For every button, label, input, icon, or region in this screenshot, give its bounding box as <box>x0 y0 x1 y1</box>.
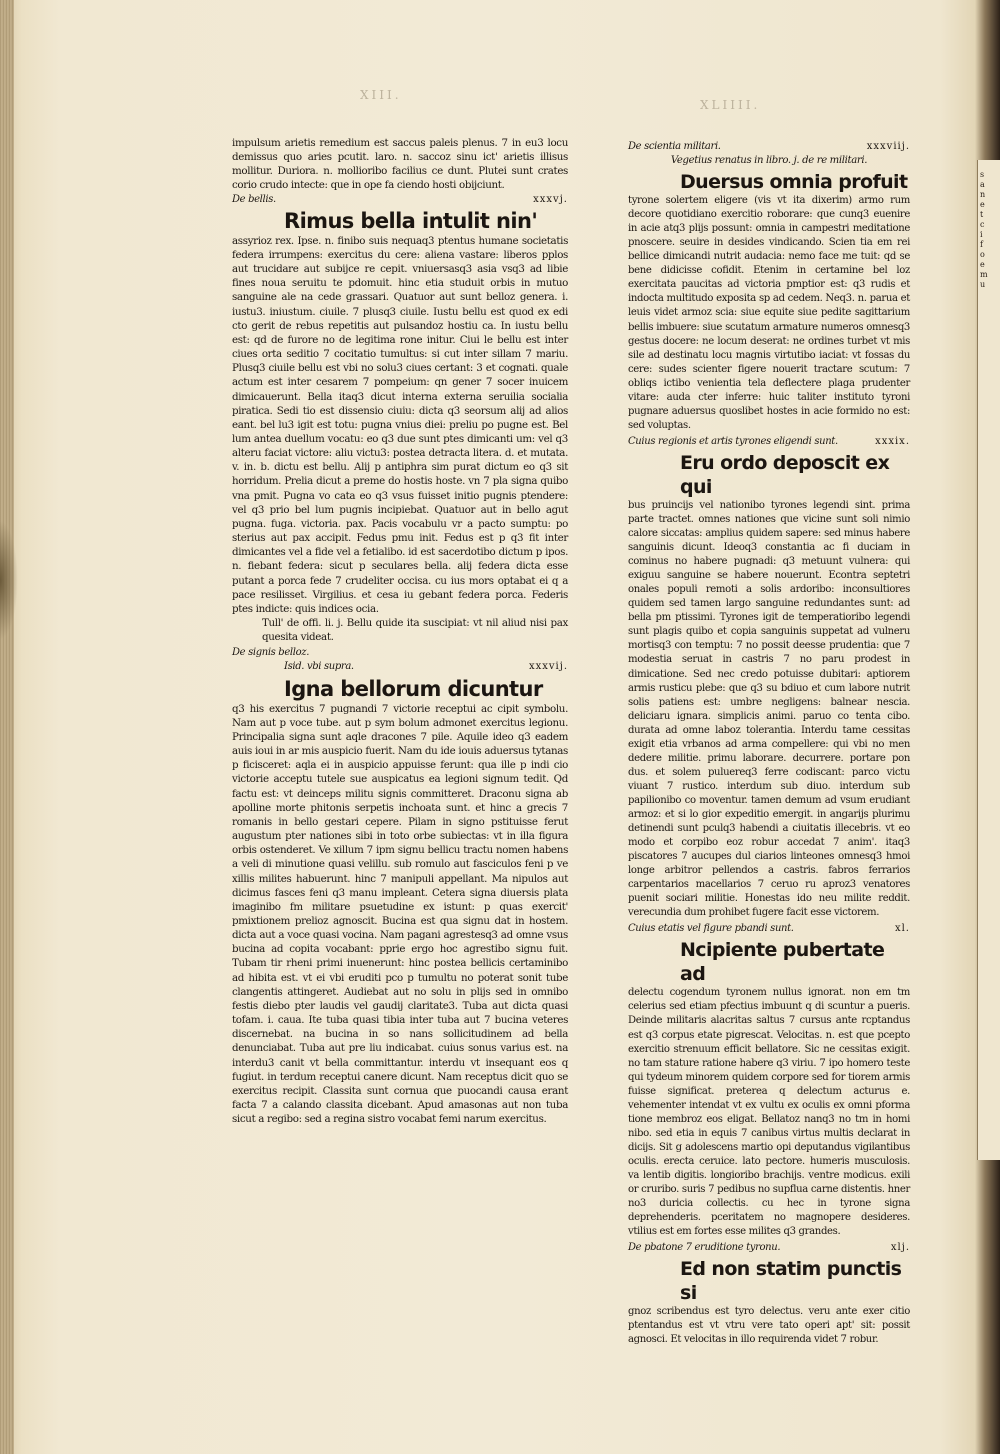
section-number: xl. <box>894 923 910 935</box>
edge-fragment: e <box>980 200 985 209</box>
section-number: xlj. <box>890 1242 910 1254</box>
section-heading: Igna bellorum dicuntur <box>284 676 543 701</box>
section-rubric <box>232 646 568 660</box>
intro-paragraph: impulsum arietis remedium est saccus paleis plenus. 7 in eu3 locu demissus quo aries pcutit. laro. n. saccoz sinu ict' arietis illisus mollitur. Duriora. n. mollioribo facilius ce dunt. Plutei sunt crates corio crudo intecte: que in ope fa ciendo hosti obijciunt. <box>232 137 568 192</box>
section-body: assyrioz rex. Ipse. n. finibo suis nequaq3 ptentus humane societatis federa irrumpens: exercitus du cere: aliena vastare: liberos pplos aut trucidare aut subijce re cepit. vniuersasq3 asia vsq3 ad libie fines noua seruitu te pdomuit. hinc etia studuit orbis in mutuo sanguine ale na cede grassari. Quatuor aut sunt belloz genera. i. iustu3. iniustum. ciuile. 7 plusq3 ciuile. Iustu bellu est quod ex edi cto gerit de rebus repetitis aut pulsandoz hostiu ca. In iustu bellu est: qd de furore no de legitima rone initur. Ciui le bellu est inter ciues orta seditio 7 cocitatio tumultus: si cut inter sillam 7 mariu. Plusq3 ciuile bellu est vbi no solu3 ciues certant: 3 et cognati. quale actum est inter cesarem 7 pompeium: qn gener 7 socer inuicem dimicauerunt. Bella itaq3 dicut interna externa seruilia socialia piratica. Sedi tio est dissensio ciuiu: dicta q3 seorsum alij ad alios eant. bel lu3 igit est totu: pugna vnius diei: preliu po pugne est. Bel lum antea duellum vocatu: eo q3 due sunt ptes dimicanti um: vel q3 alteru faciat victore: aliu victu3: postea detracta litera. d. et mutata. v. in. b. dictu est bellu. Alij p antiphra sim purat dictum eo q3 sit horridum. Prelia dicut a preme do hostis hoste. vn 7 pla signa quibo vna pmit. Pugna vo cata eo q3 vsus fuisset initio pugnis ptendere: vel q3 prio bel lum pugnis incipiebat. Quatuor aut in bello agut pugna. fuga. victoria. pax. Pacis vocabulu vr a pacto sumptu: po sterius aut pax accipit. Fedus pmu init. Fedus est p q3 fit inter dimicantes vel a fide vel a fetialibo. id est sacerdotibo dictum p ipos. n. fiebant federa: sicut p seculares bella. alij federa dicta esse putant a porca fede 7 crudeliter occisa. cu ius mors optabat ei q a pace resilisset. Virgilius. et cesa iu gebant federa porca. Federis ptes indicte: quis indices ocia. <box>232 234 568 615</box>
section-body: tyrone solertem eligere (vis vt ita dixerim) armo rum decore quotidiano exercitio roborare: que cunq3 euenire in acie atq3 plijs possunt: omnia in campestri meditatione pnoscere. seuire in desides vindicando. Scien tia em rei bellice dimicandi nutrit audacia: nemo face me tuit: qd se bene didicisse cofidit. Etenim in certamine bel loz exercitata paucitas ad victoria pmptior est: q3 rudis et indocta multitudo exposita sp ad cedem. Neq3. n. parua et leuis videt armoz scia: siue equite siue pedite sagittarium bellis imbuere: siue scutatum armature numeros omnesq3 gestus docere: ne locum deserat: ne ordines turbet vt mis sile ad destinatu locu magnis virtutibo iaciat: vt fossas du cere: sudes scienter figere nouerit tractare scutum: 7 obliqs ictibo venientia tela deflectere plaga prudenter vitare: auda cter inferre: huic taliter instituto tyroni pugnare aduersus quoslibet hostes in acie formido no est: sed voluptas. <box>628 195 910 431</box>
section-body: gnoz scribendus est tyro delectus. veru ante exer citio ptentandus est vt vtru vere tato operi apt' sit: possit agnosci. Et velocitas in illo requirenda videt 7 robur. <box>628 1306 910 1346</box>
edge-fragment: a <box>980 180 985 189</box>
section-source: Isid. vbi supra. <box>284 661 354 673</box>
edge-fragment: s <box>980 170 985 179</box>
section-source: Vegetius renatus in libro. j. de re militari. <box>670 155 868 167</box>
facing-page-fragments <box>980 170 998 290</box>
right-column <box>628 140 910 1347</box>
section-number: xxxix. <box>875 435 910 447</box>
section-rubric <box>628 140 910 154</box>
edge-fragment: u <box>980 280 986 289</box>
section-title: De pbatone 7 eruditione tyronu. <box>628 1242 781 1254</box>
section-number: xxxvij. <box>528 661 568 673</box>
edge-fragment: i <box>980 230 983 239</box>
section-number: xxxvj. <box>533 193 568 205</box>
edge-fragment: f <box>980 240 983 249</box>
edge-fragment: n <box>980 190 986 199</box>
running-head-right: XLIIII. <box>700 98 761 112</box>
section-number: xxxviij. <box>866 141 910 152</box>
edge-fragment: e <box>980 260 985 269</box>
next-page-edge <box>977 160 1000 1160</box>
left-column <box>232 136 568 1126</box>
section-heading: Duersus omnia profuit <box>680 171 908 194</box>
section-subrubric-line <box>232 660 568 674</box>
section-title: De signis belloz. <box>232 647 310 659</box>
section-rubric <box>232 193 568 207</box>
section-heading: Ed non statim punctis si <box>680 1258 902 1305</box>
section-heading: Ncipiente pubertate ad <box>680 939 885 986</box>
running-head-left: XIII. <box>360 88 402 102</box>
edge-fragment: c <box>980 220 985 229</box>
section-body: q3 his exercitus 7 pugnandi 7 victorie receptui ac cipit symbolu. Nam aut p voce tube. aut p sym bolum admonet exercitus legionu. Principalia signa sunt aqle dracones 7 pile. Aquile ideo q3 eadem auis ioui in ar mis auspicio fuerit. Nam du ide iouis aduersus tytanas p ficisceret: aqla ei in auspicio appuisse ferunt: qua ille p indi cio victorie acceptu tutele sue auspicatus ea legioni signum tedit. Qd factu est: vt deinceps militu signis committeret. Draconu signa ab apolline morte phitonis serpetis inchoata sunt. et hinc a grecis 7 romanis in bello gestari cepere. Pilam in signo pstituisse ferut augustum pter nationes sibi in toto orbe subiectas: vt in illa figura orbis ostenderet. Ve xillum 7 ipm signu bellicu tractu nomen habens a veli di minutione quasi velillu. sub romulo aut fasciculos feni p ve xillis milites habuerunt. hinc 7 manipuli appellant. Ma nipulos aut dicimus fasces feni q3 manu impleant. Cetera signa diuersis plata imaginibo fm militare psuetudine ex istunt: p quas exercit' pmixtionem prelioz agnoscit. Bucina est qua signu dat in hostem. dicta aut a voce quasi vocina. Nam pagani agrestesq3 ad omne vsus bucina ad copita vocabant: pprie ergo hoc agrestibo signu fuit. Tubam tir rheni primi inuenerunt: hinc postea bellicis certaminibo ad hibita est. vt ei vbi eruditi pco p tumultu no poterat sonit tube clangentis attingeret. Audiebat aut no solu in plijs sed in omnibo festis diebo pter laudis vel gaudij claritate3. Tuba aut dicta quasi tofam. i. caua. Ite tuba quasi tibia inter tuba aut 7 bucina veteres discernebat. na bucina in so nans sollicitudinem ad bella denunciabat. Tuba aut pre liu indicabat. cuius sonus varius est. na interdu3 canit vt bella committantur. interdu vt insequant eos q fugiut. in terdum receptui canere dicunt. Nam receptus dicit quo se exercitus recipit. Classita sunt cornua que puocandi causa erant facta 7 a calando classita dicebant. Apud amasonas aut non tuba sicut a regibo: sed a regina sistro vocabat femi narum exercitus. <box>232 702 568 1126</box>
edge-fragment: m <box>980 270 988 279</box>
section-rubric <box>628 1241 910 1255</box>
section-title: Cuius regionis et artis tyrones eligendi sunt. <box>628 435 838 447</box>
section-title: Cuius etatis vel figure pbandi sunt. <box>628 923 794 935</box>
section-quote: Tull' de offi. li. j. Bellu quide ita suscipiat: vt nil aliud nisi pax quesita videat. <box>262 617 568 644</box>
section-rubric <box>628 435 910 449</box>
edge-fragment: t <box>980 210 984 219</box>
page-stain <box>0 520 18 640</box>
edge-fragment: o <box>980 250 985 259</box>
section-heading: Rimus bella intulit nin' <box>284 208 538 233</box>
section-title: De bellis. <box>232 193 276 205</box>
section-body: delectu cogendum tyronem nullus ignorat. non em tm celerius sed etiam pfectius imbuunt q di scuntur a pueris. Deinde militaris alacritas saltus 7 cursus ante rcptandus est q3 corpus etate pigrescat. Velocitas. n. est que pcepto exercitio strenuum efficit bellatore. Sic ne cessitas exigit. no tam stature ratione habere q3 viriu. 7 ipo homero teste qui tydeum minorem quidem corpore sed for tiorem armis fuisse significat. preterea q delectum acturus e. vehementer intendat vt ex vultu ex oculis ex omni pforma tione membroz eos eligat. Bellatoz nanq3 no tm in homi nibo. sed etia in equis 7 canibus virtus multis declarat in dicijs. Sit g adolescens martio opi deputandus vigilantibus oculis. erecta ceruice. lato pectore. humeris musculosis. va lentib digitis. longioribo brachijs. ventre modicus. exili or cruribo. suris 7 pedibus no supflua carne distentis. hner no3 duricia collectis. cu hec in tyrone signa deprehenderis. pceritatem no magnopere desideres. vtilius est em fortes esse milites q3 grandes. <box>628 987 910 1238</box>
section-heading: Eru ordo deposcit ex qui <box>680 451 890 498</box>
section-rubric <box>628 922 910 936</box>
section-body: bus pruincijs vel nationibo tyrones legendi sint. prima parte tractet. omnes nationes que vicine sunt soli nimio calore siccatas: amplius quidem sapere: sed minus habere sanguinis dicunt. Ideoq3 constantia ac fi duciam in cominus no habere pugnadi: q3 metuunt vulnera: qui exiguu sanguine se habere nouerunt. Econtra septetri onales populi remoti a solis ardoribo: inconsultiores quidem sed tamen largo sanguine redundantes sunt: ad bella pm ptissimi. Tyrones igit de temperatioribo legendi sunt plagis quibo et copia sanguinis suppetat ad vulneru mortisq3 con temptu: 7 no possit deesse prudentia: que 7 modestia seruat in castris 7 no paru prodest in dimicatione. Sed nec credo potuisse dubitari: aptiorem armis rusticu plebe: que q3 su bdiuo et cum labore nutrit solis patiens est: umbre negligens: balnear nescia. deliciaru ignara. simplicis animi. paruo co tenta cibo. durata ad omne laboz tolerantia. Interdu tame cessitas exigit etia vrbanos ad arma compellere: qui vbi no men dedere militie. primu laborare. decurrere. portare pon dus. et solem puluereq3 ferre codiscant: parco victu viuant 7 rustico. interdum sub diuo. interdum sub papilionibo co moventur. tamen demum ad vsum erudiant armoz: et si lo gior expeditio emergit. in angarijs plurimu detinendi sunt pculq3 habendi a ciuitatis illecebris. vt eo modo et corpibo eoz robur accedat 7 anim'. itaq3 piscatores 7 aucupes dul ciarios linteones omnesq3 hmoi longe arbitror pellendos a castris. fabros ferrarios carpentarios macellarios 7 ceruo ru aproz3 venatores puenit sociari militie. Honestas ido neu milite reddit. verecundia dum prohibet fugere facit esse victorem. <box>628 499 910 919</box>
section-title: De scientia militari. <box>628 141 721 152</box>
page-edge-left <box>0 0 14 1454</box>
